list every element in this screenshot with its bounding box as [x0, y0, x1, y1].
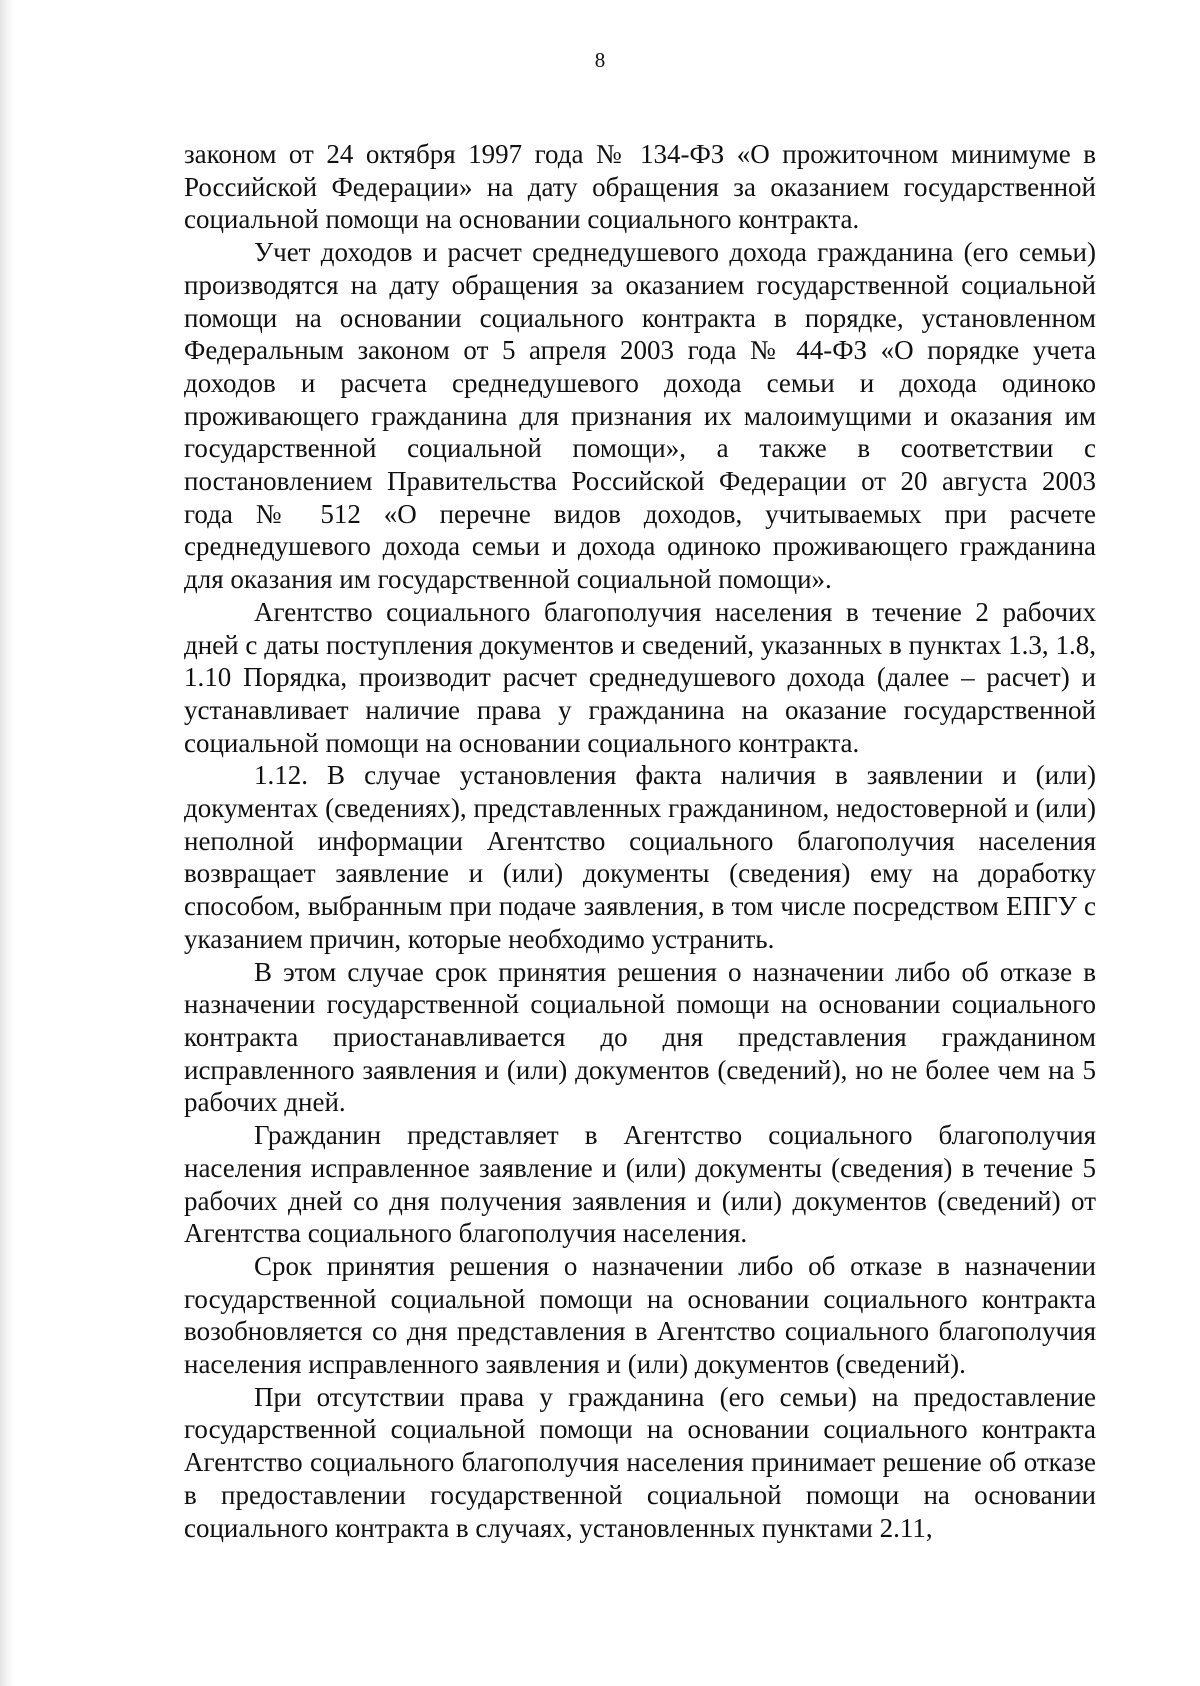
page-number: 8 — [594, 48, 606, 72]
paragraph-agency-calculation: Агентство социального благополучия населения в течение 2 рабочих дней с даты поступления документов и сведений, указанных в пунктах 1.3, 1.8, 1.10 Порядка, производит расчет среднедушевого дохода (далее – расчет) и устанавливает наличие права у гражданина на оказание государственной социальной помощи на основании социального контракта. — [184, 596, 1096, 758]
paragraph-corrected-submission: Гражданин представляет в Агентство социального благополучия населения исправленное заявление и (или) документы (сведения) в течение 5 рабочих дней со дня получения заявления и (или) документов (сведений) от Агентства социального благополучия населения. — [184, 1120, 1096, 1249]
paragraph-term-resumption: Срок принятия решения о назначении либо об отказе в назначении государственной социальной помощи на основании социального контракта возобновляется со дня представления в Агентство социального благополучия населения исправленного заявления и (или) документов (сведений). — [184, 1250, 1096, 1380]
paragraph-continuation: законом от 24 октября 1997 года № 134-ФЗ «О прожиточном минимуме в Российской Федерации» на дату обращения за оказанием государственной социальной помощи на основании социального контракта. — [184, 139, 1096, 235]
paragraph-refusal: При отсутствии права у гражданина (его семьи) на предоставление государственной социальной помощи на основании социального контракта Агентство социального благополучия населения принимает решение об отказе в предоставлении государственной социальной помощи на основании социального контракта в случаях, установленных пунктами 2.11, — [184, 1381, 1096, 1543]
paragraph-term-suspension: В этом случае срок принятия решения о назначении либо об отказе в назначении государственной социальной помощи на основании социального контракта приостанавливается до дня представления гражданином исправленного заявления и (или) документов (сведений), но не более чем на 5 рабочих дней. — [184, 956, 1096, 1118]
document-body — [184, 138, 1096, 1544]
scan-edge — [0, 0, 14, 1686]
paragraph-income-accounting: Учет доходов и расчет среднедушевого дохода гражданина (его семьи) производятся на дату обращения за оказанием государственной социальной помощи на основании социального контракта в порядке, установленном Федеральным законом от 5 апреля 2003 года № 44-ФЗ «О порядке учета доходов и расчета среднедушевого дохода семьи и дохода одиноко проживающего гражданина для признания их малоимущими и оказания им государственной социальной помощи», а также в соответствии с постановлением Правительства Российской Федерации от 20 августа 2003 года № 512 «О перечне видов доходов, учитываемых при расчете среднедушевого дохода семьи и дохода одиноко проживающего гражданина для оказания им государственной социальной помощи». — [184, 237, 1096, 595]
paragraph-clause-1-12: 1.12. В случае установления факта наличия в заявлении и (или) документах (сведениях), представленных гражданином, недостоверной и (или) неполной информации Агентство социального благополучия населения возвращает заявление и (или) документы (сведения) ему на доработку способом, выбранным при подаче заявления, в том числе посредством ЕПГУ с указанием причин, которые необходимо устранить. — [184, 760, 1096, 954]
